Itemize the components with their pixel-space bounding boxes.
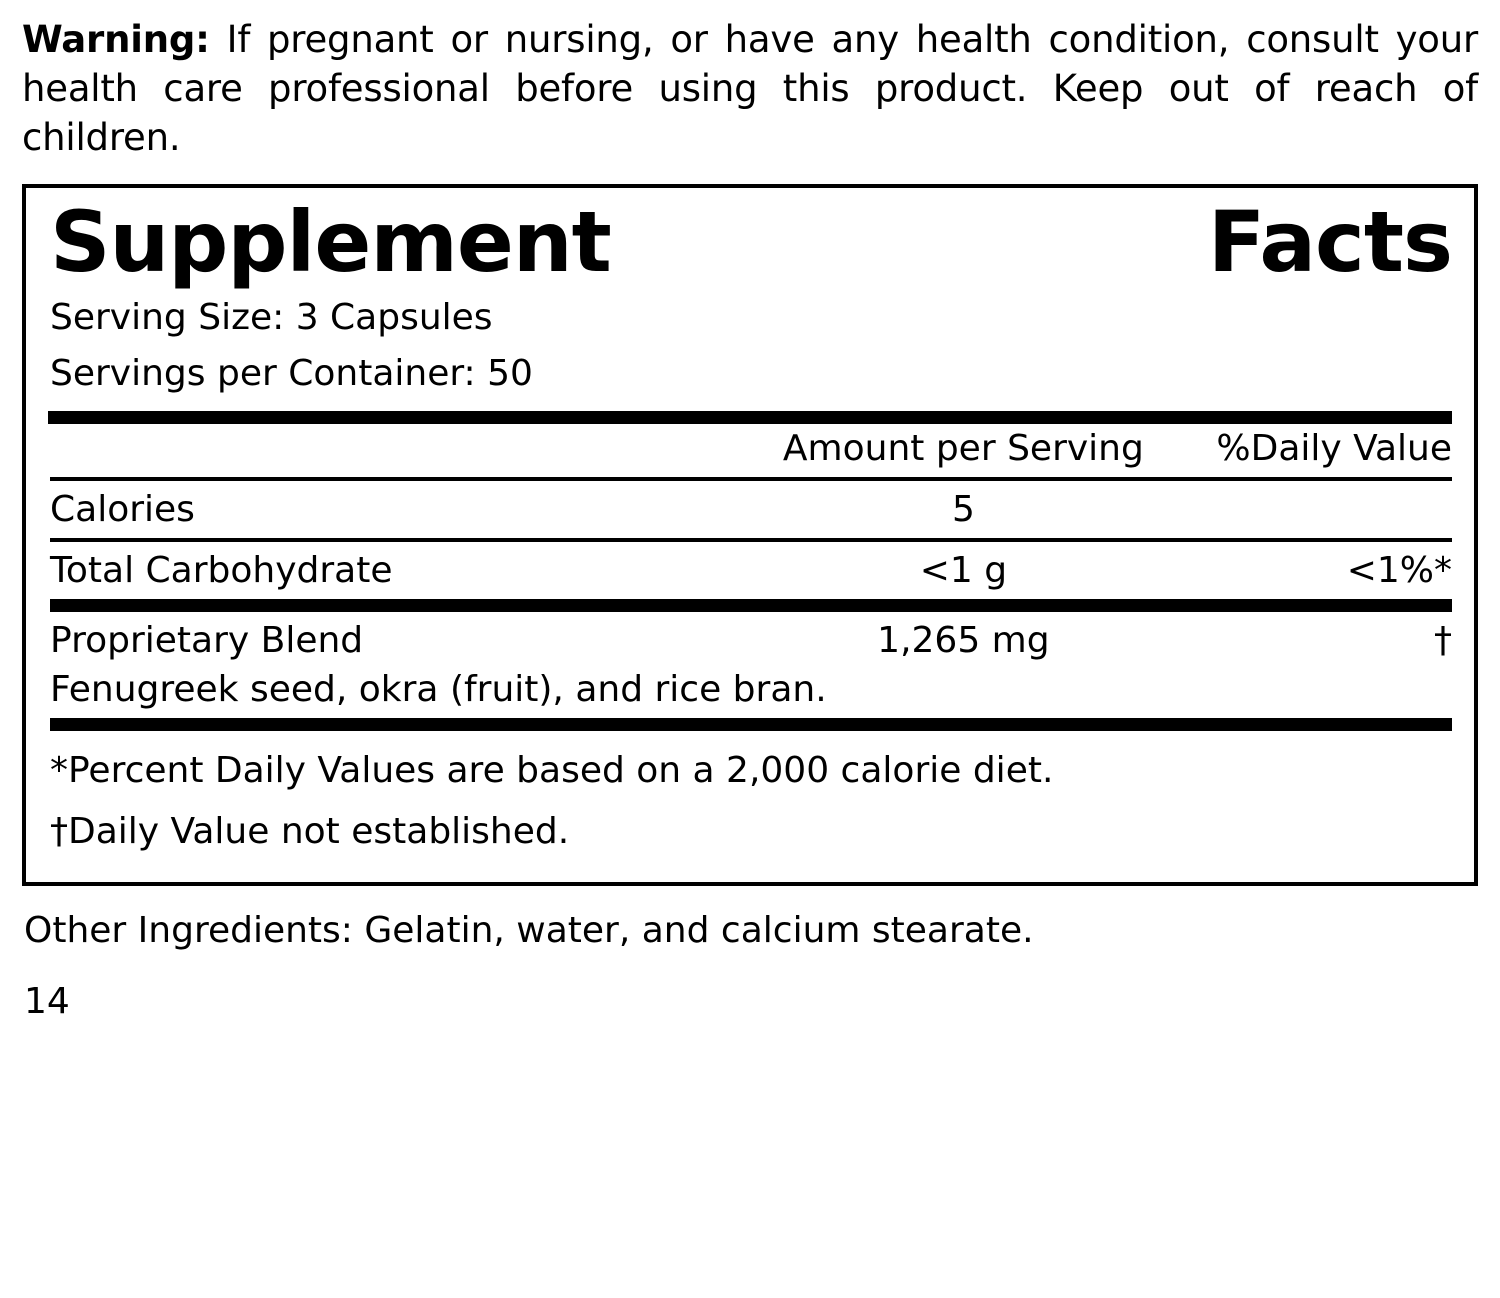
- table-row: [42, 546, 1458, 595]
- row-proprietary-blend-dv: †: [1434, 620, 1452, 662]
- header-divider-row: [42, 473, 1458, 485]
- other-ingredients: Other Ingredients: Gelatin, water, and calcium stearate.: [24, 910, 1034, 952]
- row-total-carbohydrate-dv: <1%*: [1346, 550, 1452, 592]
- table-header-row: [42, 424, 1458, 473]
- rule-thick-top: [48, 411, 1452, 424]
- header-daily-value: %Daily Value: [1216, 428, 1452, 470]
- row-divider-thick: [42, 595, 1458, 616]
- blend-description: Fenugreek seed, okra (fruit), and rice bran.: [50, 669, 827, 711]
- row-divider-cell: [42, 534, 1458, 546]
- row-divider: [42, 534, 1458, 546]
- warning-paragraph: [22, 16, 1478, 162]
- row-total-carbohydrate-amount: <1 g: [919, 550, 1008, 592]
- warning-text: If pregnant or nursing, or have any health condition, consult your health care professional before using this product. Keep out of reach of children.: [22, 18, 1478, 159]
- row-proprietary-blend-amount: 1,265 mg: [877, 620, 1050, 662]
- blend-description-row: [42, 665, 1458, 714]
- row-divider-thick-bottom-cell: [42, 714, 1458, 735]
- rule-thin-1: [50, 538, 1452, 542]
- row-divider-thick-bottom: [42, 714, 1458, 735]
- title-word-supplement: Supplement: [50, 193, 611, 292]
- rule-thick-middle: [50, 599, 1452, 612]
- row-calories-dv: [1175, 485, 1458, 534]
- rule-thin-header: [50, 477, 1452, 481]
- table-row: [42, 485, 1458, 534]
- page-number: 14: [24, 981, 70, 1023]
- header-divider-cell: [42, 473, 1458, 485]
- servings-per-container: Servings per Container: 50: [50, 352, 533, 394]
- supplement-facts-panel: [22, 184, 1478, 886]
- supplement-facts-title: [42, 193, 1458, 292]
- rule-thick-bottom: [50, 718, 1452, 731]
- title-word-facts: Facts: [1207, 193, 1452, 292]
- header-nutrient: [42, 424, 750, 473]
- row-divider-thick-cell: [42, 595, 1458, 616]
- supplement-facts-table: [42, 424, 1458, 735]
- table-row: [42, 616, 1458, 665]
- row-proprietary-blend-name: Proprietary Blend: [50, 620, 364, 662]
- row-total-carbohydrate-name: Total Carbohydrate: [50, 550, 393, 592]
- row-calories-amount: 5: [951, 489, 975, 531]
- header-amount-per-serving: Amount per Serving: [782, 428, 1144, 470]
- footnote-daily-value-not-established: †Daily Value not established.: [50, 810, 570, 852]
- row-calories-name: Calories: [50, 489, 195, 531]
- serving-size: Serving Size: 3 Capsules: [50, 297, 493, 339]
- footnote-percent-daily-values: *Percent Daily Values are based on a 2,000 calorie diet.: [50, 750, 1054, 792]
- warning-label: Warning:: [22, 18, 210, 61]
